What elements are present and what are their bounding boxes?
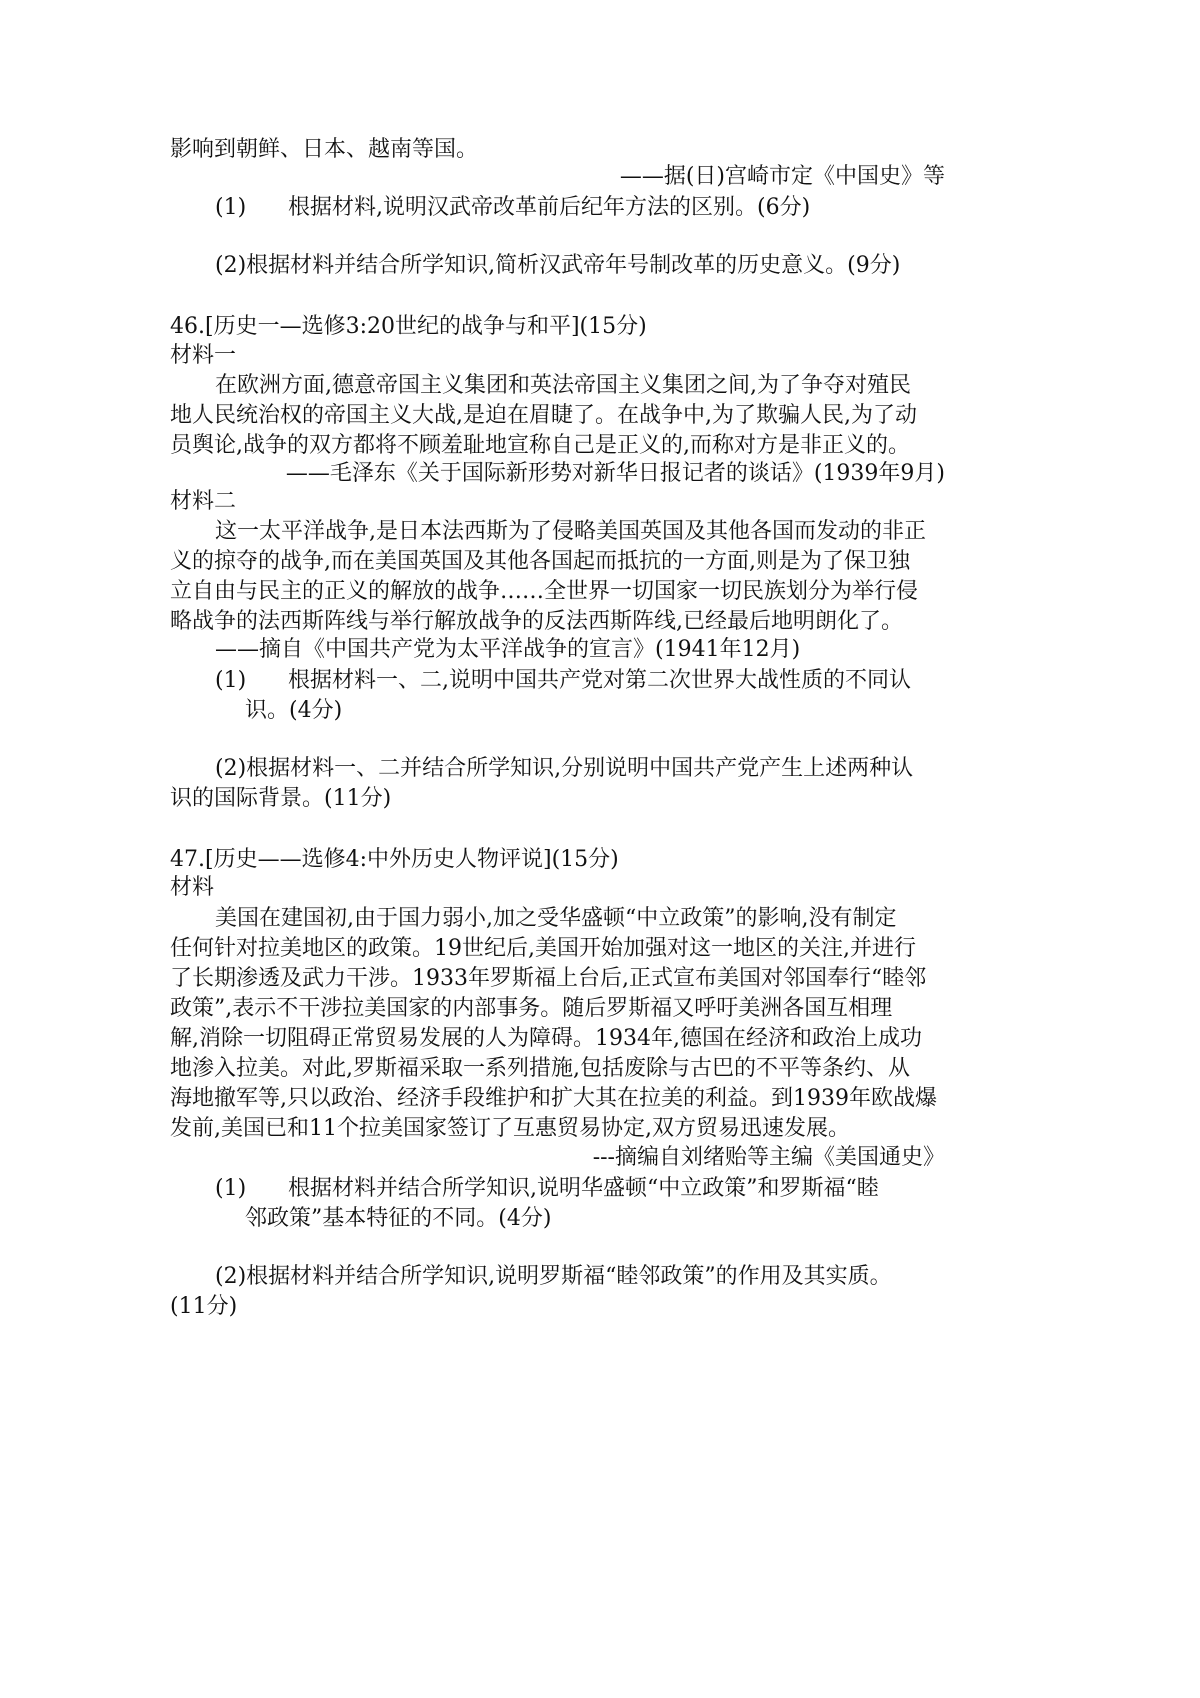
q46-material2-line-4: 略战争的法西斯阵线与举行解放战争的反法西斯阵线,已经最后地明朗化了。 [170,609,903,634]
q47-material-line-4: 政策”,表示不干涉拉美国家的内部事务。随后罗斯福又呼吁美洲各国互相理 [170,996,893,1021]
q47-material-line-7: 海地撤军等,只以政治、经济手段维护和扩大其在拉美的利益。到1939年欧战爆 [170,1086,937,1111]
q46-material2-line-1: 这一太平洋战争,是日本法西斯为了侵略美国英国及其他各国而发动的非正 [215,519,926,544]
q46-title: 46.[历史一—选修3:20世纪的战争与和平](15分) [170,314,647,339]
q47-material-line-1: 美国在建国初,由于国力弱小,加之受华盛顿“中立政策”的影响,没有制定 [215,906,897,931]
q47-q1-number: (1) [215,1176,247,1201]
intro-q1-number: (1) [215,195,247,220]
intro-q2-text: (2)根据材料并结合所学知识,简析汉武帝年号制改革的历史意义。(9分) [215,253,901,278]
q46-q2-line-1: (2)根据材料一、二并结合所学知识,分别说明中国共产党产生上述两种认 [215,756,914,781]
q46-material1-line-3: 员舆论,战争的双方都将不顾羞耻地宣称自己是正义的,而称对方是非正义的。 [170,433,910,458]
q46-material1-line-2: 地人民统治权的帝国主义大战,是迫在眉睫了。在战争中,为了欺骗人民,为了动 [170,403,917,428]
q47-material-line-5: 解,消除一切阻碍正常贸易发展的人为障碍。1934年,德国在经济和政治上成功 [170,1026,922,1051]
intro-q1-text: 根据材料,说明汉武帝改革前后纪年方法的区别。(6分) [288,195,811,220]
q47-material-line-6: 地渗入拉美。对此,罗斯福采取一系列措施,包括废除与古巴的不平等条约、从 [170,1056,910,1081]
q47-material-line-8: 发前,美国已和11个拉美国家签订了互惠贸易协定,双方贸易迅速发展。 [170,1116,850,1141]
q47-material-source: ---摘编自刘绪贻等主编《美国通史》 [592,1145,945,1170]
q47-q2-line-2: (11分) [170,1294,238,1319]
q46-material2-line-2: 义的掠夺的战争,而在美国英国及其他各国起而抵抗的一方面,则是为了保卫独 [170,549,910,574]
q47-q2-line-1: (2)根据材料并结合所学知识,说明罗斯福“睦邻政策”的作用及其实质。 [215,1264,892,1289]
q47-title: 47.[历史——选修4:中外历史人物评说](15分) [170,847,619,872]
q46-material2-line-3: 立自由与民主的正义的解放的战争……全世界一切国家一切民族划分为举行侵 [170,579,919,604]
q46-material1-source: ——毛泽东《关于国际新形势对新华日报记者的谈话》(1939年9月) [285,461,945,486]
q46-q2-line-2: 识的国际背景。(11分) [170,786,392,811]
q46-material1-label: 材料一 [170,343,237,368]
q46-q1-line-1: 根据材料一、二,说明中国共产党对第二次世界大战性质的不同认 [288,668,911,693]
q46-material2-source: ——摘自《中国共产党为太平洋战争的宣言》(1941年12月) [215,637,801,662]
intro-continuation: 影响到朝鲜、日本、越南等国。 [170,137,479,162]
q47-material-line-3: 了长期渗透及武力干涉。1933年罗斯福上台后,正式宣布美国对邻国奉行“睦邻 [170,966,927,991]
q46-q1-number: (1) [215,668,247,693]
q46-material2-label: 材料二 [170,489,237,514]
q46-material1-line-1: 在欧洲方面,德意帝国主义集团和英法帝国主义集团之间,为了争夺对殖民 [215,373,911,398]
intro-source: ——据(日)宫崎市定《中国史》等 [619,164,945,189]
q47-q1-line-1: 根据材料并结合所学知识,说明华盛顿“中立政策”和罗斯福“睦 [288,1176,879,1201]
q47-material-line-2: 任何针对拉美地区的政策。19世纪后,美国开始加强对这一地区的关注,并进行 [170,936,916,961]
q46-q1-line-2: 识。(4分) [245,698,343,723]
q47-q1-line-2: 邻政策”基本特征的不同。(4分) [245,1206,552,1231]
q47-material-label: 材料 [170,875,215,900]
